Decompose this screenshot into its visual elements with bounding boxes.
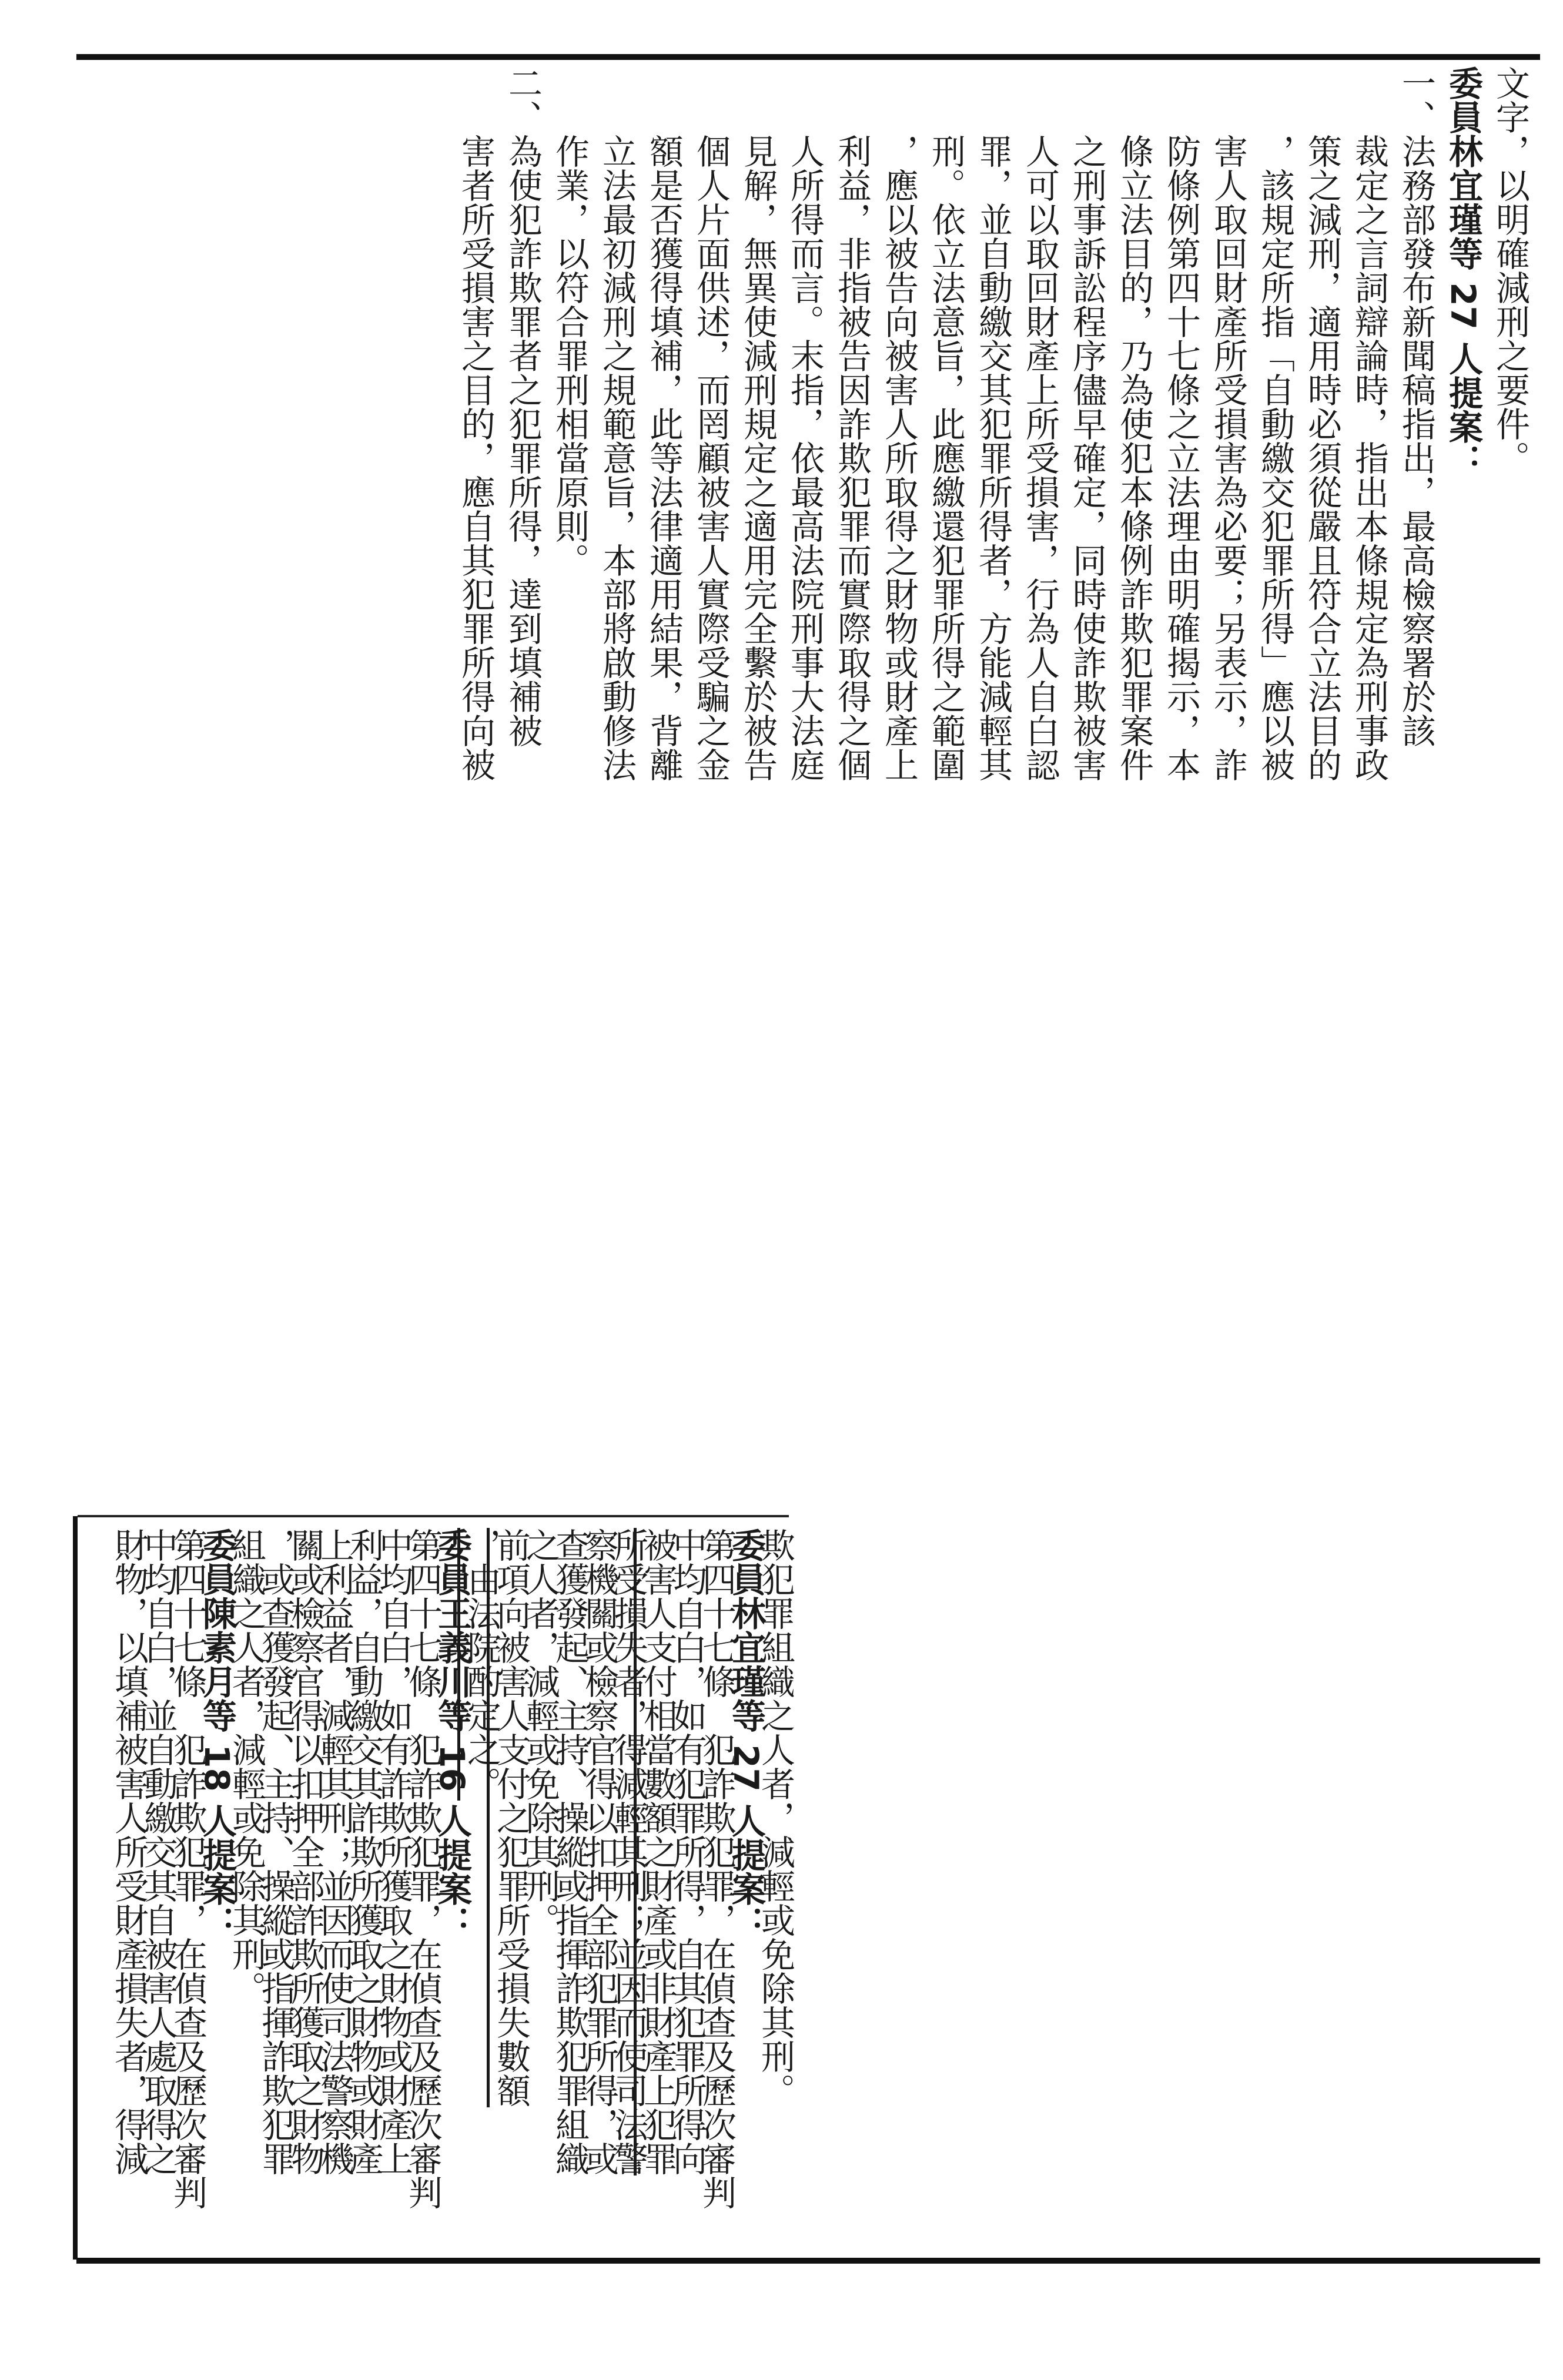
text-line: 所受損失者，得減輕其刑；並因而使司法警: [608, 1528, 648, 2175]
text-line: 之刑事訴訟程序儘早確定，同時使詐欺被害: [1067, 66, 1107, 782]
text-line: 害者所受損害之目的，應自其犯罪所得向被: [456, 66, 496, 782]
text-line: 關或檢察官得以扣押全部詐欺所獲取之財物: [285, 1528, 325, 2175]
left-border-rule: [73, 1516, 78, 2260]
text-line: 條立法目的，乃為使犯本條例詐欺犯罪案件: [1114, 66, 1154, 782]
top-border-rule: [76, 54, 1540, 60]
text-line: 上利益者，減輕其刑；並因而使司法警察機: [314, 1528, 354, 2175]
text-line: 罪，並自動繳交其犯罪所得者，方能減輕其: [973, 66, 1013, 782]
text-line: 第四十七條 犯詐欺犯罪，在偵查及歷次審判: [697, 1528, 737, 2210]
text-line: 一、法務部發布新聞稿指出，最高檢察署於該: [1396, 66, 1436, 747]
proposal-heading: 委員林宜瑾等 27 人提案：: [1443, 66, 1483, 478]
text-line: 額是否獲得填補，此等法律適用結果，背離: [644, 66, 684, 782]
text-line: ，應以被告向被害人所取得之財物或財產上: [879, 66, 919, 782]
text-line: 文字，以明確減刑之要件。: [1490, 66, 1530, 475]
text-line: 作業，以符合罪刑相當原則。: [550, 66, 590, 577]
proposal-heading: 委員王義川等 16 人提案：: [432, 1528, 472, 1940]
text-line: 利益，非指被告因詐欺犯罪而實際取得之個: [832, 66, 872, 782]
left-column: [88, 1528, 795, 2257]
text-line: 見解，無異使減刑規定之適用完全繫於被告: [738, 66, 778, 782]
proposal-heading: 委員陳素月等 18 人提案：: [197, 1528, 237, 1940]
text-line: 刑。依立法意旨，此應繳還犯罪所得之範圍: [926, 66, 966, 782]
text-line: ，或查獲發起、主持、操縱或指揮詐欺犯罪: [256, 1528, 296, 2175]
text-line: 防條例第四十七條之立法理由明確揭示，本: [1161, 66, 1201, 782]
text-line: 中均自白，如有犯罪所得，自其犯罪所得向: [667, 1528, 707, 2175]
text-line: 之人者，減輕或免除其刑。: [520, 1528, 560, 1937]
text-line: 利益，自動繳交其詐欺所獲取之財物或財產: [344, 1528, 384, 2175]
text-line: 察機關或檢察官得以扣押全部犯罪所得，或: [579, 1528, 619, 2175]
text-line: ，該規定所指「自動繳交犯罪所得」應以被: [1255, 66, 1295, 782]
text-line: 組織之人者，減輕或免除其刑。: [226, 1528, 266, 2005]
column-divider: [78, 1515, 789, 1517]
text-line: 中均自白，並自動繳交其自被害人處取得之: [138, 1528, 178, 2175]
text-line: 財物，以填補被害人所受財產損失者，得減: [109, 1528, 149, 2175]
text-line: 二、為使犯詐欺罪者之犯罪所得，達到填補被: [503, 66, 543, 747]
text-line: 裁定之言詞辯論時，指出本條規定為刑事政: [1349, 66, 1389, 782]
text-line: 個人片面供述，而罔顧被害人實際受騙之金: [691, 66, 731, 782]
text-line: 害人取回財產所受損害為必要；另表示，詐: [1208, 66, 1248, 782]
text-line: 人所得而言。末指，依最高法院刑事大法庭: [785, 66, 825, 782]
text-line: 中均自白，如有詐欺所獲取之財物或財產上: [373, 1528, 413, 2175]
text-line: ，由法院酌定之。: [461, 1528, 501, 1801]
text-line: 策之減刑，適用時必須從嚴且符合立法目的: [1302, 66, 1342, 782]
text-line: 查獲發起、主持、操縱或指揮詐欺犯罪組織: [550, 1528, 590, 2175]
right-column: [429, 66, 1534, 806]
text-line: 立法最初減刑之規範意旨，本部將啟動修法: [597, 66, 637, 782]
proposal-heading: 委員林宜瑾等 27 人提案：: [726, 1528, 766, 1940]
text-line: 第四十七條 犯詐欺犯罪，在偵查及歷次審判: [168, 1528, 207, 2210]
text-line: 第四十七條 犯詐欺犯罪，在偵查及歷次審判: [403, 1528, 443, 2210]
text-line: 人可以取回財產上所受損害，行為人自白認: [1020, 66, 1060, 782]
text-line: 前項向被害人支付之犯罪所受損失數額: [491, 1528, 531, 2107]
text-line: 欺犯罪組織之人者，減輕或免除其刑。: [755, 1528, 795, 2107]
text-line: 被害人支付相當數額之財產或非財產上犯罪: [638, 1528, 678, 2175]
